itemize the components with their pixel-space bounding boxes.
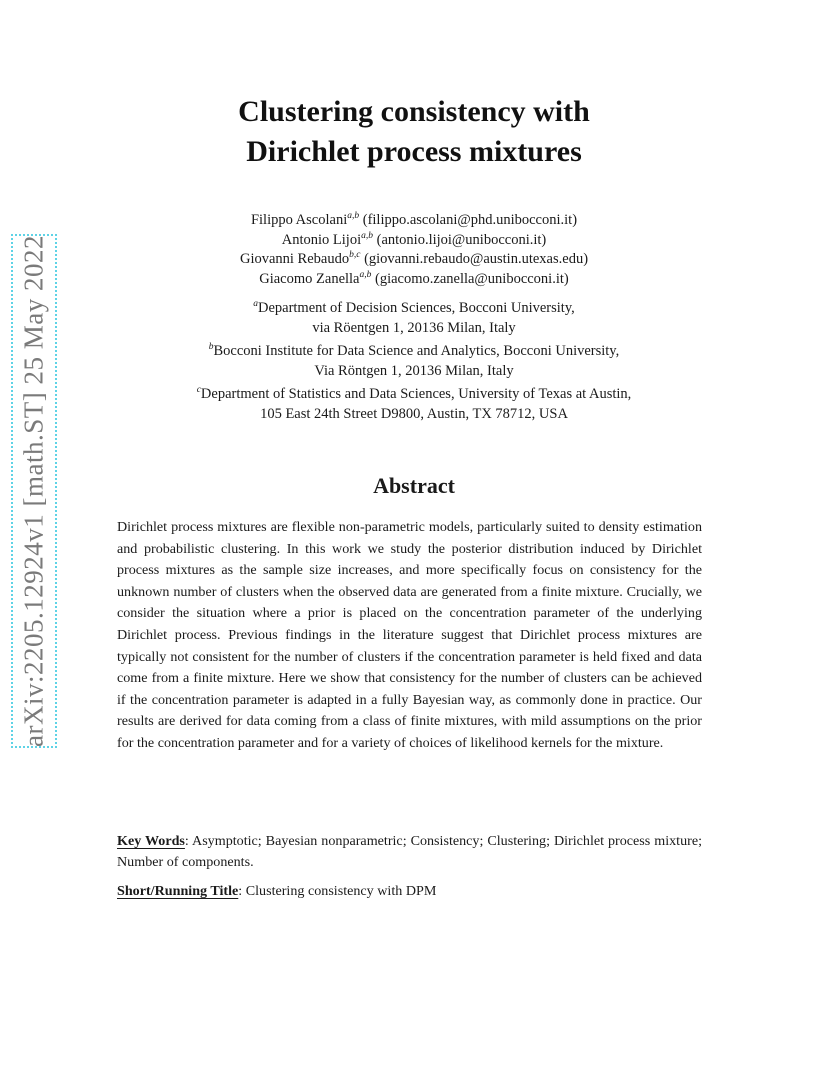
affiliation-b bbox=[0, 341, 828, 381]
short-title-text: : Clustering consistency with DPM bbox=[238, 883, 437, 899]
affiliation-c bbox=[0, 384, 828, 424]
paper-title bbox=[0, 92, 828, 172]
author-affiliation-mark: b,c bbox=[349, 250, 361, 261]
key-words-label: Key Words bbox=[117, 833, 185, 849]
author-name: Filippo Ascolani bbox=[250, 212, 348, 228]
arxiv-identifier[interactable]: arXiv:2205.12924v1 [math.ST] 25 May 2022 bbox=[18, 235, 49, 747]
affiliation-line-2: 105 East 24th Street D9800, Austin, TX 78712, USA bbox=[260, 406, 568, 422]
affiliation-line-1: Department of Decision Sciences, Bocconi University, bbox=[257, 300, 575, 316]
author-email[interactable]: (giovanni.rebaudo@austin.utexas.edu) bbox=[364, 251, 589, 267]
author-list bbox=[0, 211, 828, 289]
affiliation-line-2: Via Röntgen 1, 20136 Milan, Italy bbox=[314, 363, 514, 379]
key-words bbox=[117, 831, 702, 873]
affiliation-mark: b bbox=[208, 342, 214, 353]
author-affiliation-mark: a,b bbox=[347, 211, 360, 222]
author-name: Giacomo Zanella bbox=[259, 270, 360, 287]
affiliation-a bbox=[0, 298, 828, 338]
author-name: Giovanni Rebaudo bbox=[239, 251, 350, 267]
author bbox=[0, 231, 828, 251]
affiliation-mark: a bbox=[253, 299, 258, 310]
author bbox=[0, 211, 828, 231]
affiliation-line-1: Department of Statistics and Data Sciences, University of Texas at Austin, bbox=[200, 386, 632, 402]
affiliation-line-2: via Röentgen 1, 20136 Milan, Italy bbox=[312, 320, 516, 336]
author-email[interactable]: (giacomo.zanella@unibocconi.it) bbox=[375, 270, 569, 287]
title-line-1: Clustering consistency with bbox=[238, 95, 590, 128]
author bbox=[0, 250, 828, 270]
affiliation-mark: c bbox=[196, 385, 201, 396]
author-email[interactable]: (filippo.ascolani@phd.unibocconi.it) bbox=[362, 212, 578, 228]
author-affiliation-mark: a,b bbox=[361, 230, 373, 241]
author-name: Antonio Lijoi bbox=[281, 231, 362, 248]
author-email[interactable]: (antonio.lijoi@unibocconi.it) bbox=[376, 231, 547, 248]
author bbox=[0, 270, 828, 290]
author-affiliation-mark: a,b bbox=[359, 269, 372, 280]
abstract-body: Dirichlet process mixtures are flexible non-parametric models, particularly suited to density estimation and probabilistic clustering. In this work we study the posterior distribution induced by Dirichlet process mixtures as the sample size increases, and more specifically focus on consistency for the unknown number of clusters when the observed data are generated from a finite mixture. Crucially, we consider the situation where a prior is placed on the concentration parameter of the underlying Dirichlet process. Previous findings in the literature suggest that Dirichlet process mixtures are typically not consistent for the number of clusters if the concentration parameter is held fixed and data come from a finite mixture. Here we show that consistency for the number of clusters can be achieved if the concentration parameter is adapted in a fully Bayesian way, as commonly done in practice. Our results are derived for data coming from a class of finite mixtures, with mild assumptions on the prior for the concentration parameter and for a variety of choices of likelihood kernels for the mixture. bbox=[117, 519, 702, 751]
title-line-2: Dirichlet process mixtures bbox=[246, 135, 582, 168]
short-title-label: Short/Running Title bbox=[117, 883, 239, 899]
short-running-title bbox=[117, 881, 702, 902]
affiliation-line-1: Bocconi Institute for Data Science and Analytics, Bocconi University, bbox=[213, 343, 620, 359]
abstract-heading: Abstract bbox=[373, 473, 455, 498]
key-words-text: : Asymptotic; Bayesian nonparametric; Consistency; Clustering; Dirichlet process mixture; Number of components. bbox=[117, 833, 702, 870]
